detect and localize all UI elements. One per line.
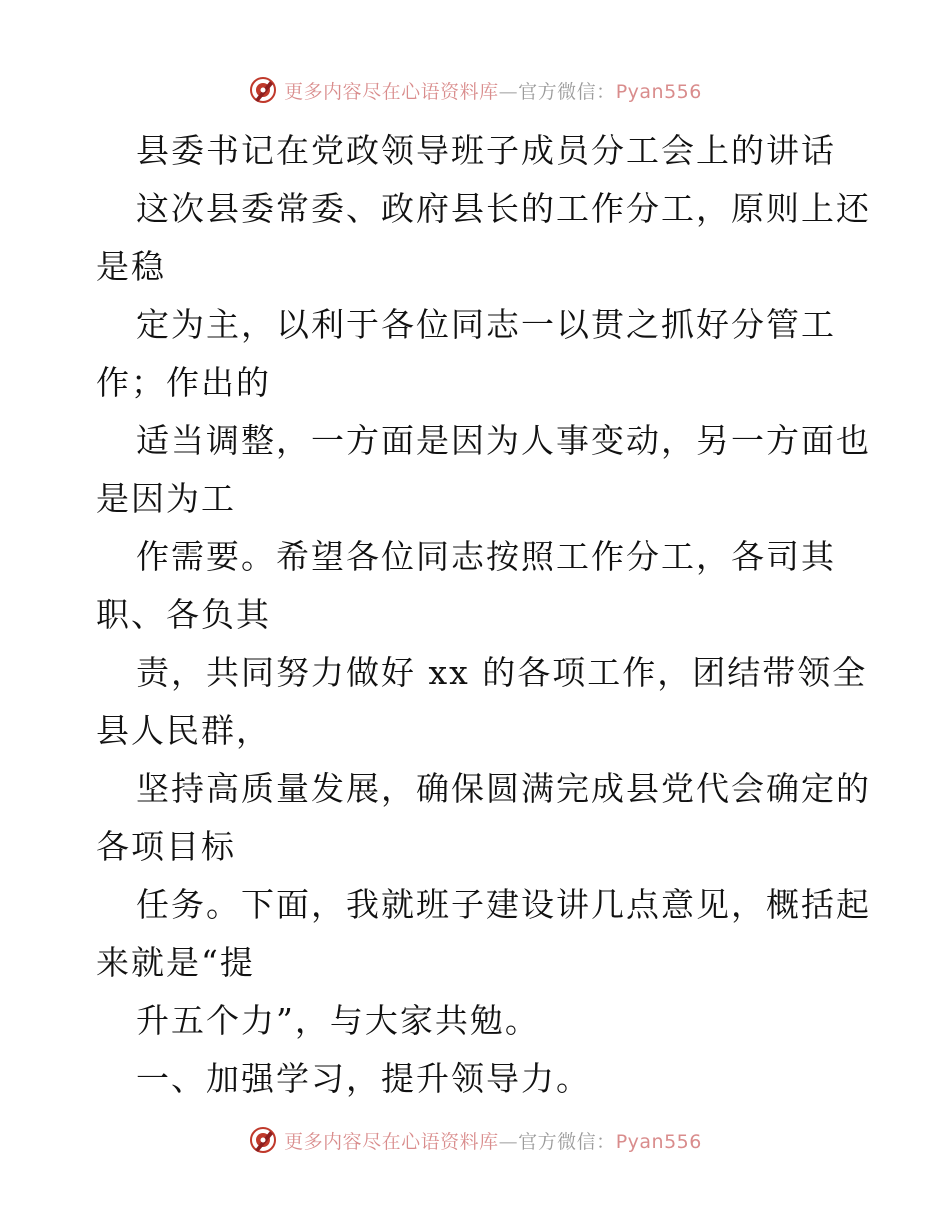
text-line: 这次县委常委、政府县长的工作分工，原则上还 bbox=[136, 189, 871, 228]
watermark-sub: 官方微信： bbox=[518, 1130, 616, 1153]
watermark-id: Pyan556 bbox=[615, 80, 702, 103]
text-line: 是稳 bbox=[96, 247, 166, 286]
text-line: 定为主，以利于各位同志一以贯之抓好分管工 bbox=[136, 305, 836, 344]
section-heading: 一、加强学习，提升领导力。 bbox=[136, 1059, 591, 1098]
text-line: 职、各负其 bbox=[96, 595, 271, 634]
text-line: 适当调整，一方面是因为人事变动，另一方面也 bbox=[136, 421, 871, 460]
text-line: 县人民群， bbox=[96, 711, 271, 750]
header-watermark bbox=[0, 70, 950, 110]
document-body bbox=[96, 122, 871, 1108]
watermark-text bbox=[284, 77, 702, 104]
text-line: 责，共同努力做好 xx 的各项工作，团结带领全 bbox=[136, 653, 868, 692]
watermark-sub: 官方微信： bbox=[518, 80, 616, 103]
text-line: 来就是“提 bbox=[96, 943, 255, 982]
watermark-dash: — bbox=[498, 80, 519, 103]
text-line: 各项目标 bbox=[96, 827, 236, 866]
document-title: 县委书记在党政领导班子成员分工会上的讲话 bbox=[136, 131, 836, 170]
text-line: 坚持高质量发展，确保圆满完成县党代会确定的 bbox=[136, 769, 871, 808]
watermark-text bbox=[284, 1127, 702, 1154]
watermark-main: 更多内容尽在心语资料库 bbox=[284, 1130, 499, 1153]
watermark-id: Pyan556 bbox=[615, 1130, 702, 1153]
text-line: 作需要。希望各位同志按照工作分工，各司其 bbox=[136, 537, 836, 576]
pen-logo-icon bbox=[248, 1125, 278, 1155]
footer-watermark bbox=[0, 1120, 950, 1160]
watermark-dash: — bbox=[498, 1130, 519, 1153]
text-line: 升五个力”，与大家共勉。 bbox=[136, 1001, 540, 1040]
pen-logo-icon bbox=[248, 75, 278, 105]
text-line: 任务。下面，我就班子建设讲几点意见，概括起 bbox=[136, 885, 871, 924]
watermark-main: 更多内容尽在心语资料库 bbox=[284, 80, 499, 103]
text-line: 是因为工 bbox=[96, 479, 236, 518]
text-line: 作；作出的 bbox=[96, 363, 271, 402]
